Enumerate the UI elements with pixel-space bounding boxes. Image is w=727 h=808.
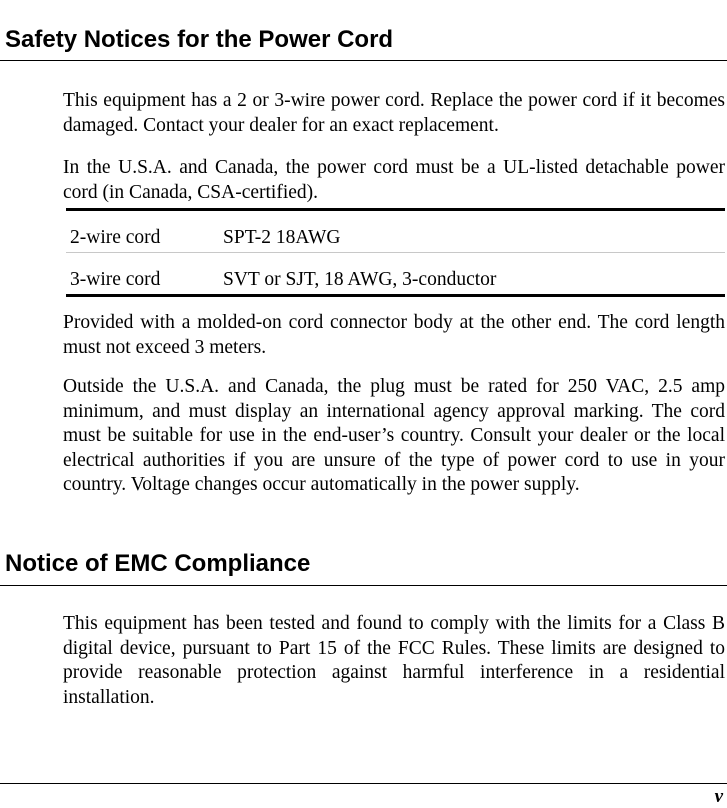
- heading-underline: [0, 585, 727, 586]
- table-row: [66, 211, 725, 252]
- paragraph-outside-us-canada: Outside the U.S.A. and Canada, the plug must be rated for 250 VAC, 2.5 amp minimum, and must display an international agency approval marking. The cord must be suitable for use in the end-user’s country. Consult your dealer or the local electrical authorities if you are unsure of the type of power cord to use in your country. Voltage changes occur automatically in the power supply.: [63, 376, 725, 495]
- cord-spec-cell: SVT or SJT, 18 AWG, 3-conductor: [223, 269, 497, 290]
- paragraph-emc-compliance: This equipment has been tested and found to comply with the limits for a Class B digital device, pursuant to Part 15 of the FCC Rules. These limits are designed to provide reasonable protection against harmful interference in a residential installation.: [63, 613, 725, 708]
- paragraph-cord-replacement: This equipment has a 2 or 3-wire power cord. Replace the power cord if it becomes damaged. Contact your dealer for an exact replacement.: [63, 90, 725, 136]
- footer-rule: [0, 783, 727, 784]
- cord-spec-cell: SPT-2 18AWG: [223, 227, 341, 248]
- heading-underline: [0, 60, 727, 61]
- paragraph-us-canada-requirement: In the U.S.A. and Canada, the power cord must be a UL-listed detachable power cord (in Canada, CSA-certified).: [63, 157, 725, 203]
- paragraph-connector-length: Provided with a molded-on cord connector body at the other end. The cord length must not exceed 3 meters.: [63, 312, 725, 358]
- power-cord-spec-table: [66, 208, 725, 297]
- cord-type-cell: 2-wire cord: [70, 227, 161, 248]
- table-row: [66, 253, 725, 294]
- cord-type-cell: 3-wire cord: [70, 269, 161, 290]
- section-heading-power-cord: Safety Notices for the Power Cord: [5, 26, 394, 53]
- section-heading-emc: Notice of EMC Compliance: [5, 550, 311, 577]
- page-number: v: [714, 786, 723, 807]
- table-bottom-rule: [66, 294, 725, 297]
